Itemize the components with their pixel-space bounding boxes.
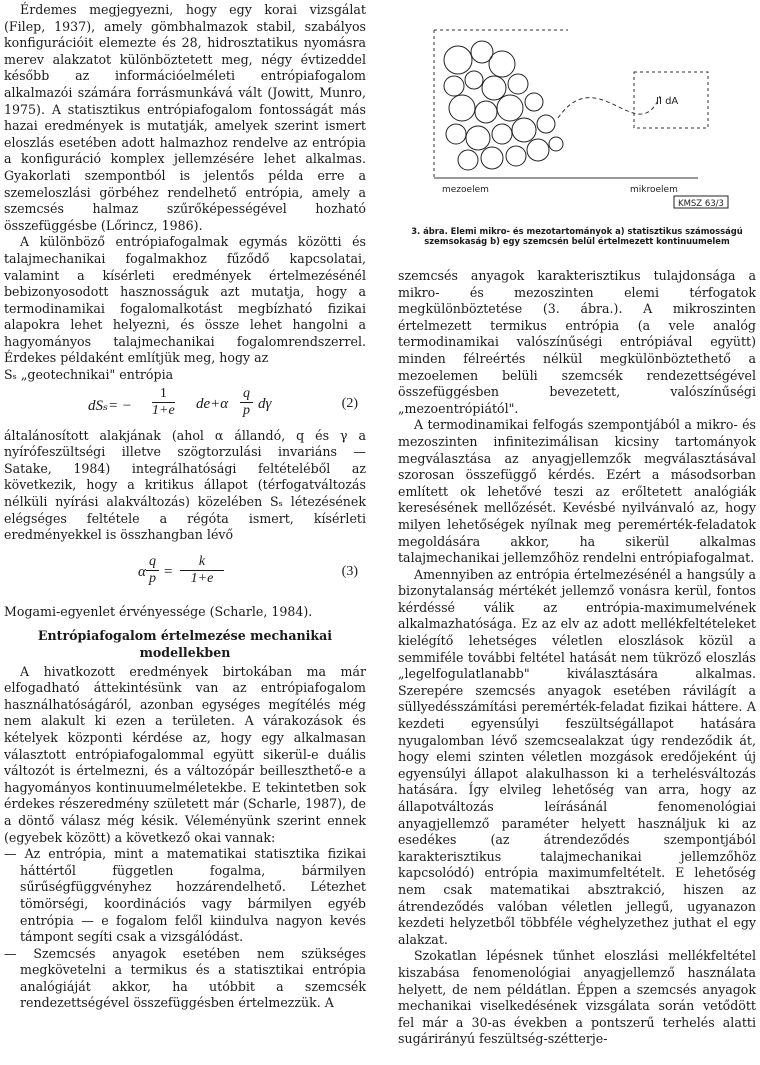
figure-3: [398, 0, 756, 220]
paragraph: Amennyiben az entrópia értelmezésénél a hangsúly a bizonytalanság mértékét jellemző vonásra kerül, fontos kérdéssé válik az entrópia-maximumelvének alkalmazhatósága. Ez az elv az adott mellékfeltételeket kielégítő lehetséges véletlen eloszlások közül a semmiféle további feltétel hatását nem tükröző eloszlás „legelfogulatlanabb" kiválasztására alkalmas. Szerepére szemcsés anyagok esetében rávilágít a süllyedésszámítási peremérték-feladat fizikai háttere. A kezdeti egyensúlyi feszültségállapot hatására nyugalomban lévő szemcsealakzat úgy rendeződik át, hogy elemi szinten véletlen mozgások eredőjeként új egyensúlyi állapot alakulhasson ki a terhelésváltozás hatására. Így elvileg lehetőség van arra, hogy az állapotváltozás leírásánál fenomenológiai anyagjellemző paraméter helyett használjuk ki az esedékes (az átrendeződés szempontjából karakterisztikus talajmechanikai jellemzőhöz kapcsolódó) entrópia maximumfeltételt. E lehetőség nem csak matematikai absztrakció, hiszen az átrendeződés valóban véletlen jellegű, ugyanazon kezdeti helyzetből többféle véghelyzethez juthat el egy alakzat.: [398, 566, 756, 947]
label-mezoelem: mezoelem: [442, 185, 489, 195]
label-dA: II dA: [656, 96, 679, 107]
paragraph: A különböző entrópiafogalmak egymás közötti és talajmechanikai fogalmakhoz fűződő kapcsolatai, valamint a kísérleti eredmények értelmezésénél bebizonyosodott hasznosságuk azt mutatja, hogy a termodinamikai fogalomalkotást megbízható fizikai alapokra lehet helyezni, és össze lehet hangolni a hagyományos talajmechanikai fogalomrendszerrel. Érdekes példaként említjük meg, hogy az: [4, 234, 366, 366]
eq2-mid: de+α: [196, 395, 229, 412]
eq2-lhs: dSₛ= −: [88, 397, 133, 414]
left-column: [4, 0, 366, 1012]
eq3-q-over-p: [146, 554, 159, 587]
figure-drawing: [398, 0, 756, 220]
equation-2: [4, 384, 366, 428]
figure-caption: 3. ábra. Elemi mikro- és mezotartományok a) statisztikus számosságú szemsokaság b) egy szemcsén belül értelmezett kontinuumelem: [411, 226, 743, 246]
eq3-k: k: [180, 554, 224, 571]
eq2-denominator: 1+e: [152, 402, 175, 418]
eq3-fraction: [180, 554, 224, 587]
eq2-q: q: [240, 386, 253, 403]
paragraph: Mogami-egyenlet érvényessége (Scharle, 1984).: [4, 603, 313, 619]
right-column: [398, 268, 756, 1048]
eq3-denominator: 1+e: [190, 570, 214, 586]
equation-number: (2): [341, 395, 358, 411]
paragraph: A termodinamikai felfogás szempontjából a mikro- és mezoszinten infinitezimálisan kicsiny tartományok megválasztása az anyagjellemzők megválasztásával szorosan összefüggő kérdés. Ezért a másodsorban említett ok lehetővé teszi az erőltetett analógiák keresésének mellőzését. Kevésbé nyilvánvaló az, hogy milyen lehetőségek nyílnak meg peremérték-feladatok megoldására akkor, ha sikerül alkalmas talajmechanikai jellemzőhöz rendelni entrópiafogalmat.: [398, 417, 756, 566]
list-item: — Az entrópia, mint a matematikai statisztika fizikai háttértől független fogalma, bármilyen sűrűségfüggvényhez hozzárendelhető. Létezhet tömörségi, koordinációs vagy bármilyen egyéb entrópia — e fogalom felől kiindulva nagyon kevés támpont segíti csak a vizsgálódást.: [4, 846, 366, 945]
paragraph: Szokatlan lépésnek tűnhet eloszlási mellékfeltétel kiszabása fenomenológiai anyagjellemző használata helyett, de nem példátlan. Éppen a szemcsés anyagok mechanikai viselkedésének vizsgálata során vetődött fel már a 30-as években a pontszerű terhelés alatti sugárirányú feszültség-szétterje-: [398, 948, 756, 1047]
section-heading: Entrópiafogalom értelmezése mechanikai modellekben: [37, 628, 333, 660]
eq3-q: q: [146, 554, 159, 571]
eq3-p: p: [149, 570, 156, 586]
eq2-q-over-p: [240, 386, 253, 419]
list-item: — Szemcsés anyagok esetében nem szükséges megkövetelni a termikus és a statisztikai entrópia analógiáját akkor, ha utóbbit a szemcsék rendezettségével összefüggésben értelmezzük. A: [4, 945, 366, 1011]
equation-number: (3): [341, 563, 358, 579]
label-mikroelem: mikroelem: [630, 185, 678, 195]
equation-3: [4, 550, 366, 600]
eq3-alpha: α: [138, 563, 146, 580]
figure-code: KMSZ 63/3: [678, 199, 724, 209]
eq2-end: dγ: [258, 395, 272, 412]
eq2-p: p: [243, 402, 250, 418]
eq3-equals: =: [164, 563, 173, 580]
eq2-numerator: 1: [152, 386, 175, 403]
paragraph: Sₛ „geotechnikai" entrópia: [4, 367, 174, 383]
paragraph: általánosított alakjának (ahol α állandó, q és γ a nyírófeszültségi illetve szögtorzulási invariáns — Satake, 1984) integrálhatósági feltételéből az következik, hogy a kritikus állapot (térfogatváltozás nélküli nyírási alakváltozás) közelében Sₛ létezésének elégséges feltétele a régóta ismert, kísérleti eredményekkel is összhangban lévő: [4, 427, 366, 543]
eq2-fraction: [152, 386, 175, 419]
paragraph: A hivatkozott eredmények birtokában ma már elfogadható áttekintésünk van az entrópiafogalom használhatóságáról, azonban egységes megítélés még nem alakult ki ezen a területen. A várakozások és kételyek központi kérdése az, hogy egy alkalmasan választott entrópiafogalommal együtt sikerül-e duális változót is értelmezni, és a változópár beilleszthető-e a hagyományos kontinuumelméletekbe. E tekintetben sok érdekes részeredmény született már (Scharle, 1987), de a döntő válasz még késik. Véleményünk szerint ennek (egyebek között) a következő okai vannak:: [4, 663, 366, 845]
paragraph: Érdemes megjegyezni, hogy egy korai vizsgálat (Filep, 1937), amely gömbhalmazok stabil, szabályos konfigurációit elemezte és 28, hidrosztatikus nyomásra merev alakzatot különböztetett meg, négy évtizeddel később az információelméleti entrópiafogalom alkalmazói számára forrásmunkává vált (Jowitt, Munro, 1975). A statisztikus entrópiafogalom fontosságát más hazai eredmények is mutatják, amelyek szerint ismert eloszlás esetében adott halmazhoz rendelve az entrópia a konfiguráció komplex jellemzésére lehet alkalmas. Gyakorlati szempontból is jelentős példa erre a szemeloszlási görbéhez rendelhető entrópia, amely a szemcsés halmaz szűrőképességével hozható összefüggésbe (Lőrincz, 1986).: [4, 2, 366, 233]
paragraph: szemcsés anyagok karakterisztikus tulajdonsága a mikro- és mezoszinten elemi térfogatok megkülönböztetése (3. ábra.). A mikroszinten értelmezett termikus entrópia (a vele analóg termodinamikai valószínűségi entrópiával együtt) minden félreértés nélkül megkülönböztethető a mezoelemen belüli szemcsék rendezettségével összefüggésben bevezetett, valószínűségi „mezoentrópiától".: [398, 268, 756, 416]
